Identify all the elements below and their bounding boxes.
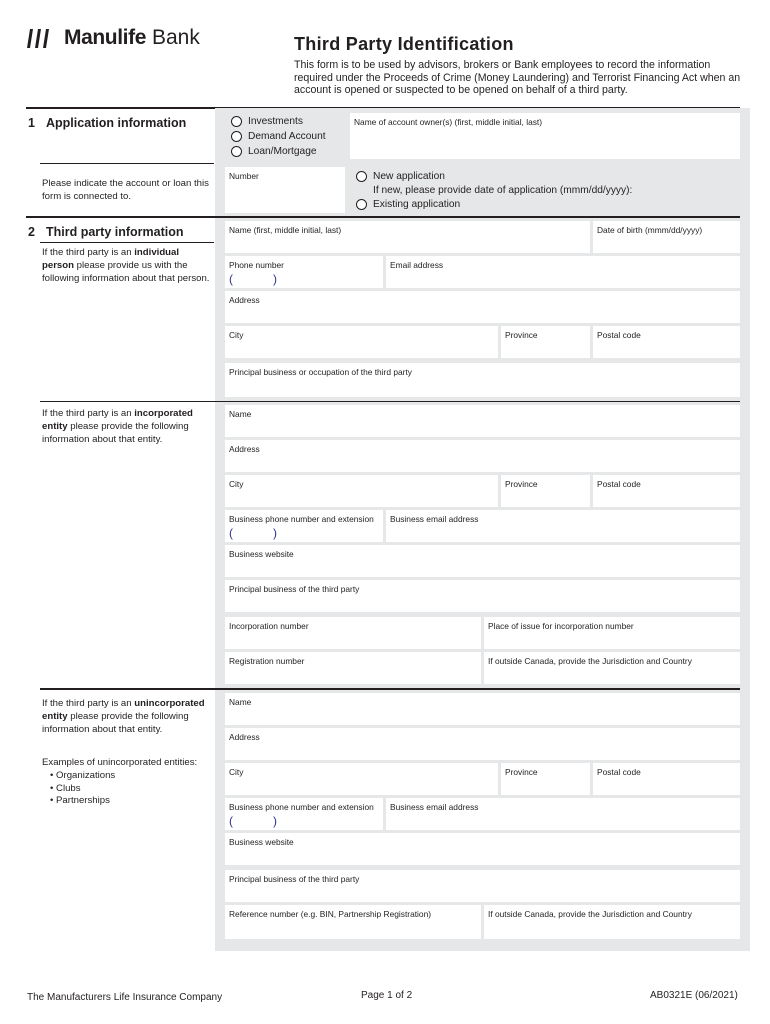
individual-name-field[interactable]: Name (first, middle initial, last) [225,221,590,253]
page-title: Third Party Identification [294,34,514,54]
loan-mortgage-radio[interactable] [231,146,242,157]
individual-province-field[interactable]: Province [501,326,590,358]
new-application-option[interactable]: New application [356,171,445,182]
incorporated-business-field[interactable]: Principal business of the third party [225,580,740,612]
incorporation-number-field[interactable]: Incorporation number [225,617,481,649]
phone-area-code: ( ) [229,272,277,286]
footer-company: The Manufacturers Life Insurance Company [27,992,223,1003]
registration-number-field[interactable]: Registration number [225,652,481,684]
section2-title-divider [40,242,214,243]
incorporated-divider [40,401,740,402]
section2-title: 2 Third party information [28,225,184,239]
unincorporated-examples [42,757,212,808]
incorporated-jurisdiction-field[interactable]: If outside Canada, provide the Jurisdiction and Country [484,652,740,684]
individual-city-field[interactable]: City [225,326,498,358]
reference-number-field[interactable]: Reference number (e.g. BIN, Partnership Registration) [225,905,481,939]
individual-postal-field[interactable]: Postal code [593,326,740,358]
incorporated-city-field[interactable]: City [225,475,498,507]
new-application-date-label: If new, please provide date of application (mmm/dd/yyyy): [373,185,633,196]
manulife-logo-icon [26,27,50,49]
individual-note: If the third party is an individual person please provide us with the following information about that person. [42,247,210,284]
loan-mortgage-option[interactable]: Loan/Mortgage [231,146,317,157]
unincorporated-name-field[interactable]: Name [225,693,740,725]
intro-text: This form is to be used by advisors, brokers or Bank employees to record the information required under the Proceeds of Crime (Money Laundering) and Terrorist Financing Act when an account is opened or suspected to be opened on behalf of a third party. [294,59,741,96]
unincorporated-website-field[interactable]: Business website [225,833,740,865]
investments-radio[interactable] [231,116,242,127]
unincorporated-address-field[interactable]: Address [225,728,740,760]
incorporated-phone-field[interactable]: Business phone number and extension ( ) [225,510,383,542]
unincorporated-phone-area-code: ( ) [229,814,277,828]
example-item: • Clubs [50,782,81,794]
individual-email-field[interactable]: Email address [386,256,740,288]
incorporation-place-field[interactable]: Place of issue for incorporation number [484,617,740,649]
examples-title: Examples of unincorporated entities: [42,757,198,768]
footer-form-code: AB0321E (06/2021) [650,990,738,1001]
unincorporated-phone-field[interactable]: Business phone number and extension ( ) [225,798,383,830]
section2-divider [26,216,740,218]
incorporated-name-field[interactable]: Name [225,405,740,437]
existing-application-option[interactable]: Existing application [356,199,460,210]
existing-application-radio[interactable] [356,199,367,210]
unincorporated-divider [40,688,740,690]
individual-address-field[interactable]: Address [225,291,740,323]
incorporated-website-field[interactable]: Business website [225,545,740,577]
footer-page-number: Page 1 of 2 [361,990,413,1001]
account-owner-field[interactable]: Name of account owner(s) (first, middle initial, last) [350,113,740,159]
manulife-bank-logo [26,26,200,50]
individual-phone-field[interactable]: Phone number ( ) [225,256,383,288]
investments-option[interactable]: Investments [231,116,303,127]
incorporated-phone-area-code: ( ) [229,526,277,540]
unincorporated-city-field[interactable]: City [225,763,498,795]
incorporated-email-field[interactable]: Business email address [386,510,740,542]
demand-account-radio[interactable] [231,131,242,142]
incorporated-province-field[interactable]: Province [501,475,590,507]
unincorporated-jurisdiction-field[interactable]: If outside Canada, provide the Jurisdiction and Country [484,905,740,939]
logo-bank: Bank [151,26,200,49]
new-application-radio[interactable] [356,171,367,182]
example-item: • Organizations [50,769,116,781]
incorporated-note: If the third party is an incorporated entity please provide the following information about that entity. [42,408,193,445]
account-number-field[interactable]: Number [225,167,345,213]
incorporated-postal-field[interactable]: Postal code [593,475,740,507]
unincorporated-note: If the third party is an unincorporated entity please provide the following information about that entity. [42,698,205,735]
unincorporated-province-field[interactable]: Province [501,763,590,795]
individual-occupation-field[interactable]: Principal business or occupation of the third party [225,363,740,397]
section1-title: 1 Application information [28,116,187,130]
section1-note: Please indicate the account or loan this form is connected to. [42,178,209,202]
demand-account-option[interactable]: Demand Account [231,131,326,142]
unincorporated-email-field[interactable]: Business email address [386,798,740,830]
example-item: • Partnerships [50,795,110,807]
unincorporated-postal-field[interactable]: Postal code [593,763,740,795]
incorporated-address-field[interactable]: Address [225,440,740,472]
individual-dob-field[interactable]: Date of birth (mmm/dd/yyyy) [593,221,740,253]
logo-name: Manulife [64,26,146,49]
unincorporated-business-field[interactable]: Principal business of the third party [225,870,740,902]
section1-divider [40,163,214,164]
